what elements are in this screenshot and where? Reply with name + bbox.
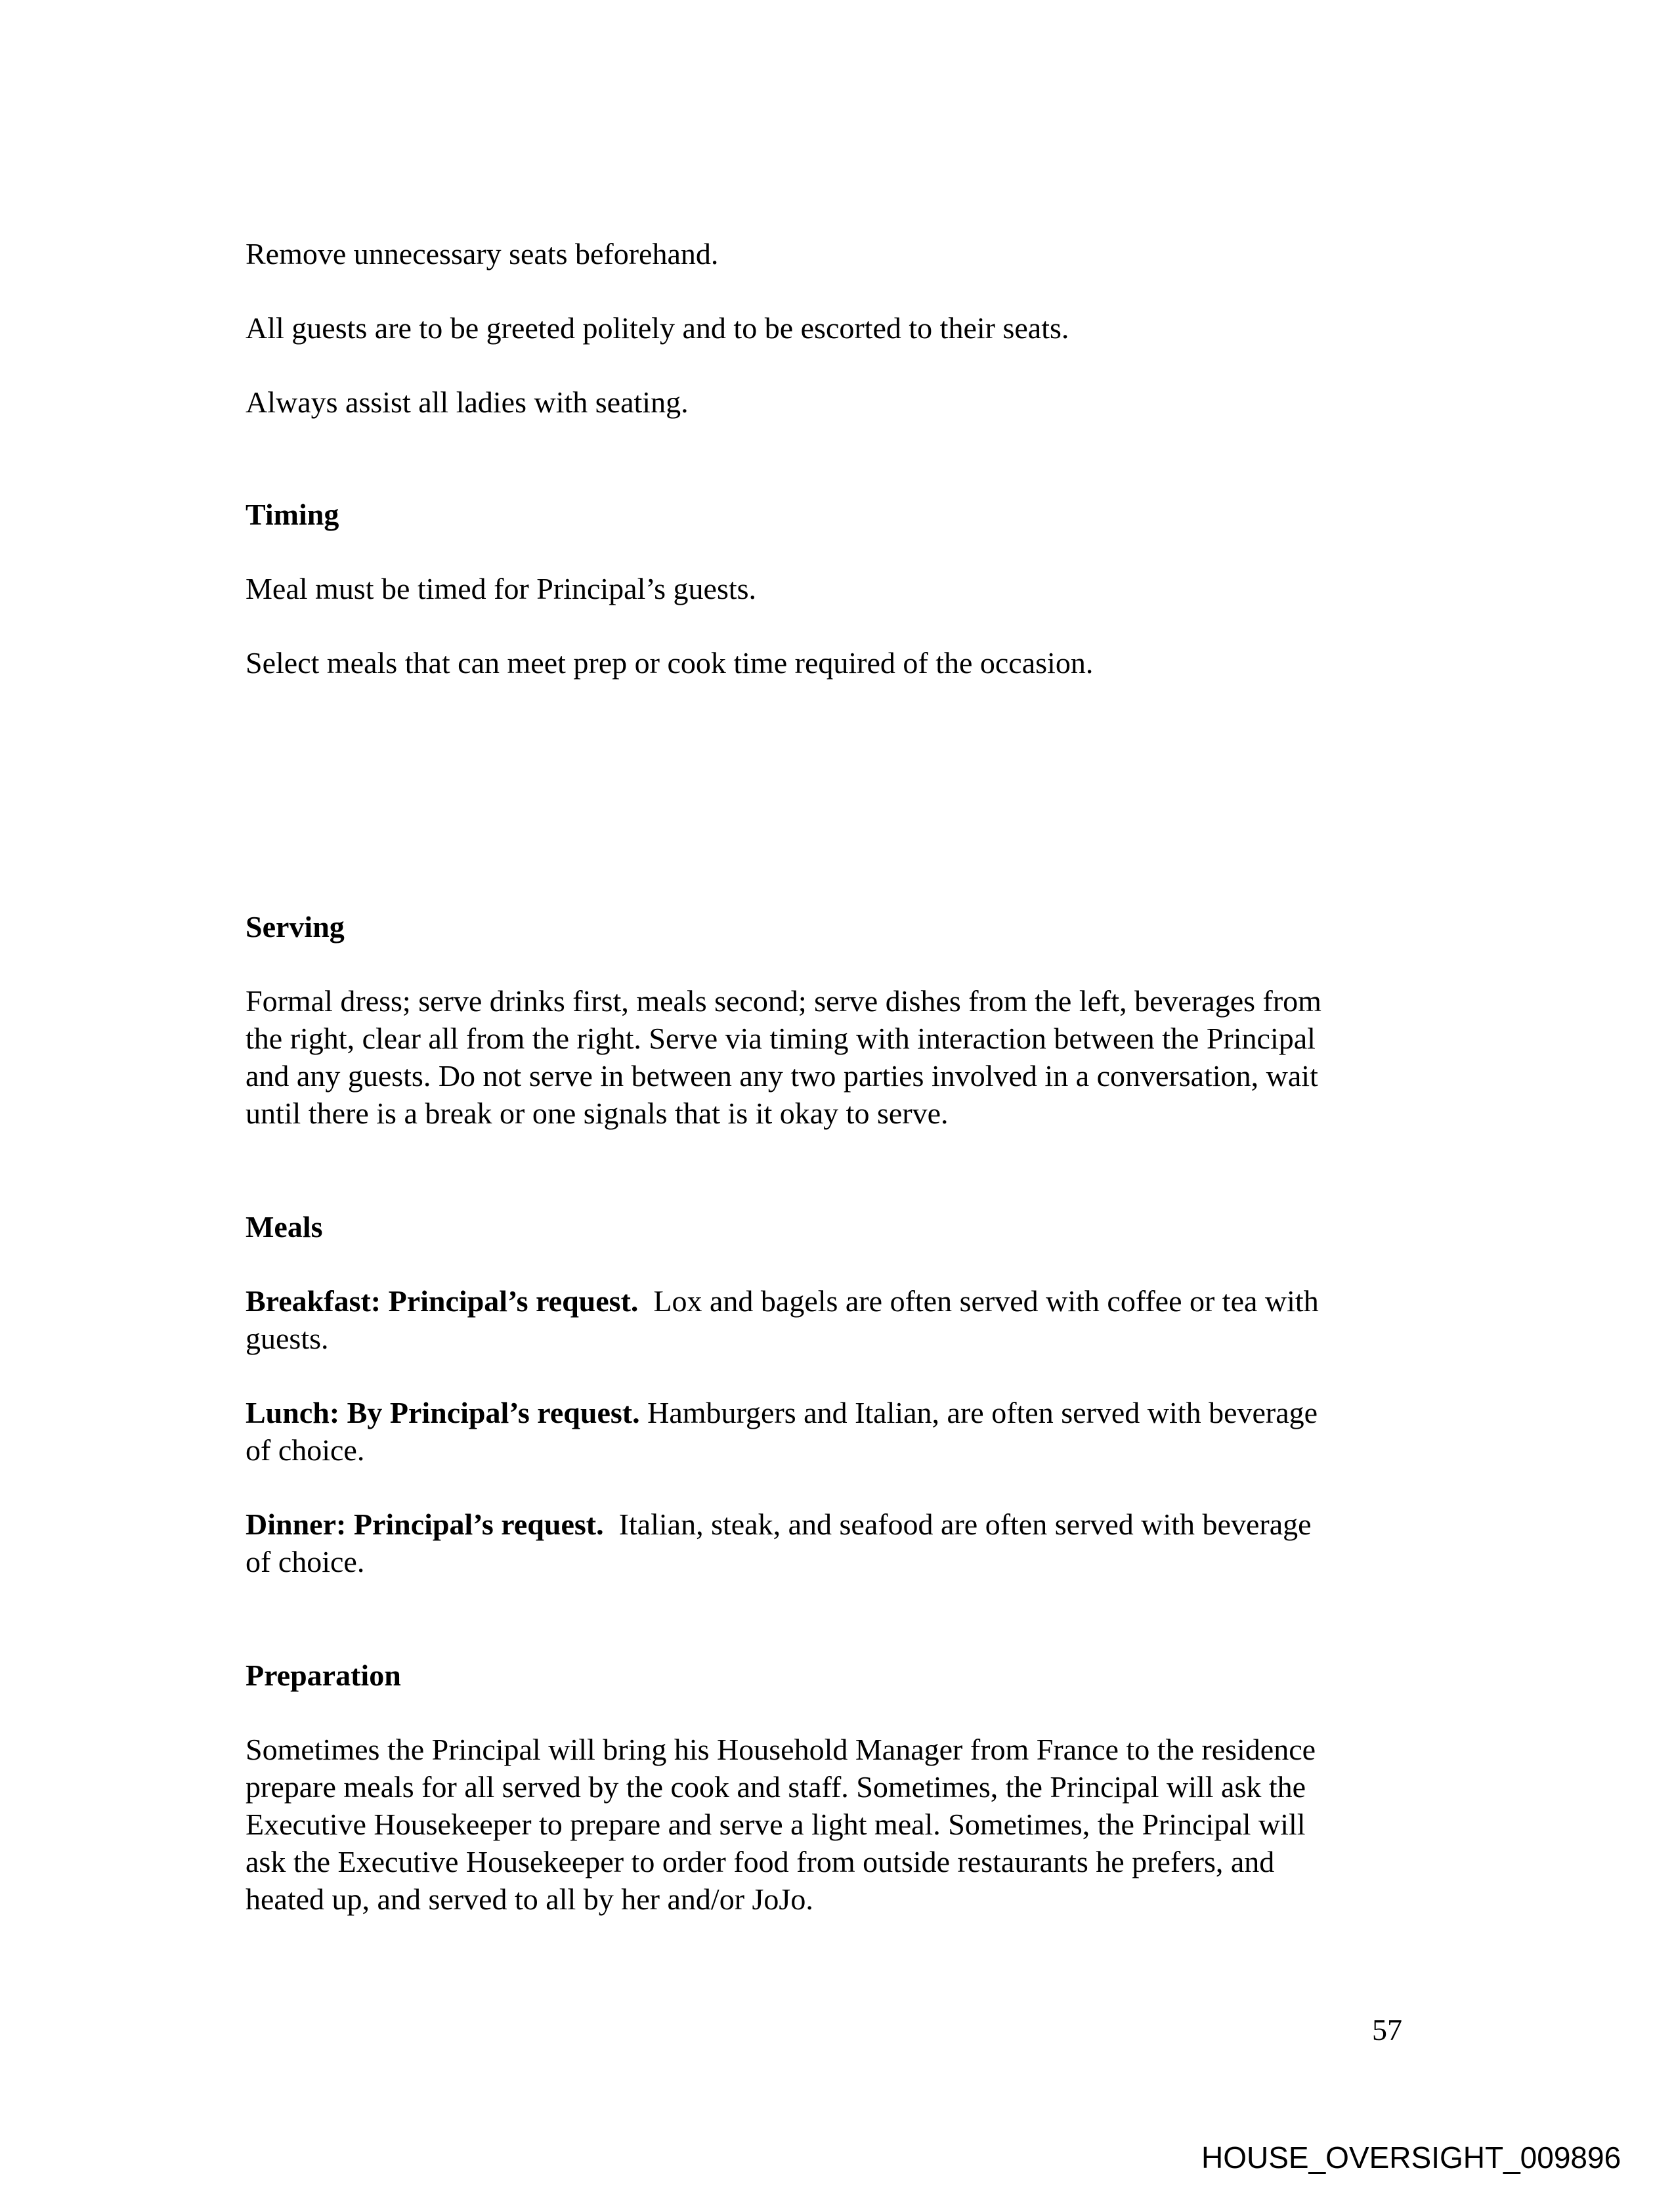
meals-heading: Meals <box>246 1210 323 1244</box>
preparation-line-2: prepare meals for all served by the cook and staff. Sometimes, the Principal will ask the <box>246 1770 1306 1804</box>
timing-paragraph-1: Meal must be timed for Principal’s guests. <box>246 572 757 605</box>
dinner-line-2: of choice. <box>246 1545 365 1578</box>
breakfast-line-1 <box>246 1282 1414 1320</box>
serving-line-2: the right, clear all from the right. Serve via timing with interaction between the Principal <box>246 1022 1316 1055</box>
serving-line-1: Formal dress; serve drinks first, meals second; serve dishes from the left, beverages from <box>246 984 1321 1018</box>
serving-line-4: until there is a break or one signals that is it okay to serve. <box>246 1096 949 1130</box>
breakfast-lead: Breakfast: Principal’s request. <box>246 1284 639 1318</box>
breakfast-text: Lox and bagels are often served with coffee or tea with <box>638 1284 1319 1318</box>
preparation-line-1: Sometimes the Principal will bring his Household Manager from France to the residence <box>246 1733 1316 1766</box>
timing-paragraph-2: Select meals that can meet prep or cook time required of the occasion. <box>246 646 1094 680</box>
lunch-text: Hamburgers and Italian, are often served with beverage <box>639 1396 1318 1429</box>
serving-line-3: and any guests. Do not serve in between any two parties involved in a conversation, wait <box>246 1059 1318 1093</box>
serving-heading: Serving <box>246 910 345 943</box>
timing-heading: Timing <box>246 498 339 531</box>
dinner-text: Italian, steak, and seafood are often served with beverage <box>603 1507 1312 1541</box>
lunch-line-1 <box>246 1394 1414 1431</box>
breakfast-line-2: guests. <box>246 1322 329 1355</box>
remove-seats-text: Remove unnecessary seats beforehand. <box>246 237 719 271</box>
preparation-line-5: heated up, and served to all by her and/or JoJo. <box>246 1882 813 1916</box>
lunch-lead: Lunch: By Principal’s request. <box>246 1396 640 1429</box>
dinner-lead: Dinner: Principal’s request. <box>246 1507 604 1541</box>
dinner-line-1 <box>246 1506 1414 1543</box>
greet-guests-text: All guests are to be greeted politely and to be escorted to their seats. <box>246 311 1069 345</box>
preparation-heading: Preparation <box>246 1659 401 1692</box>
page-number: 57 <box>1372 2013 1402 2047</box>
preparation-line-4: ask the Executive Housekeeper to order food from outside restaurants he prefers, and <box>246 1845 1275 1878</box>
preparation-line-3: Executive Housekeeper to prepare and serve a light meal. Sometimes, the Principal will <box>246 1808 1306 1841</box>
assist-ladies-text: Always assist all ladies with seating. <box>246 385 689 419</box>
bates-number: HOUSE_OVERSIGHT_009896 <box>1201 2140 1621 2175</box>
lunch-line-2: of choice. <box>246 1433 365 1467</box>
